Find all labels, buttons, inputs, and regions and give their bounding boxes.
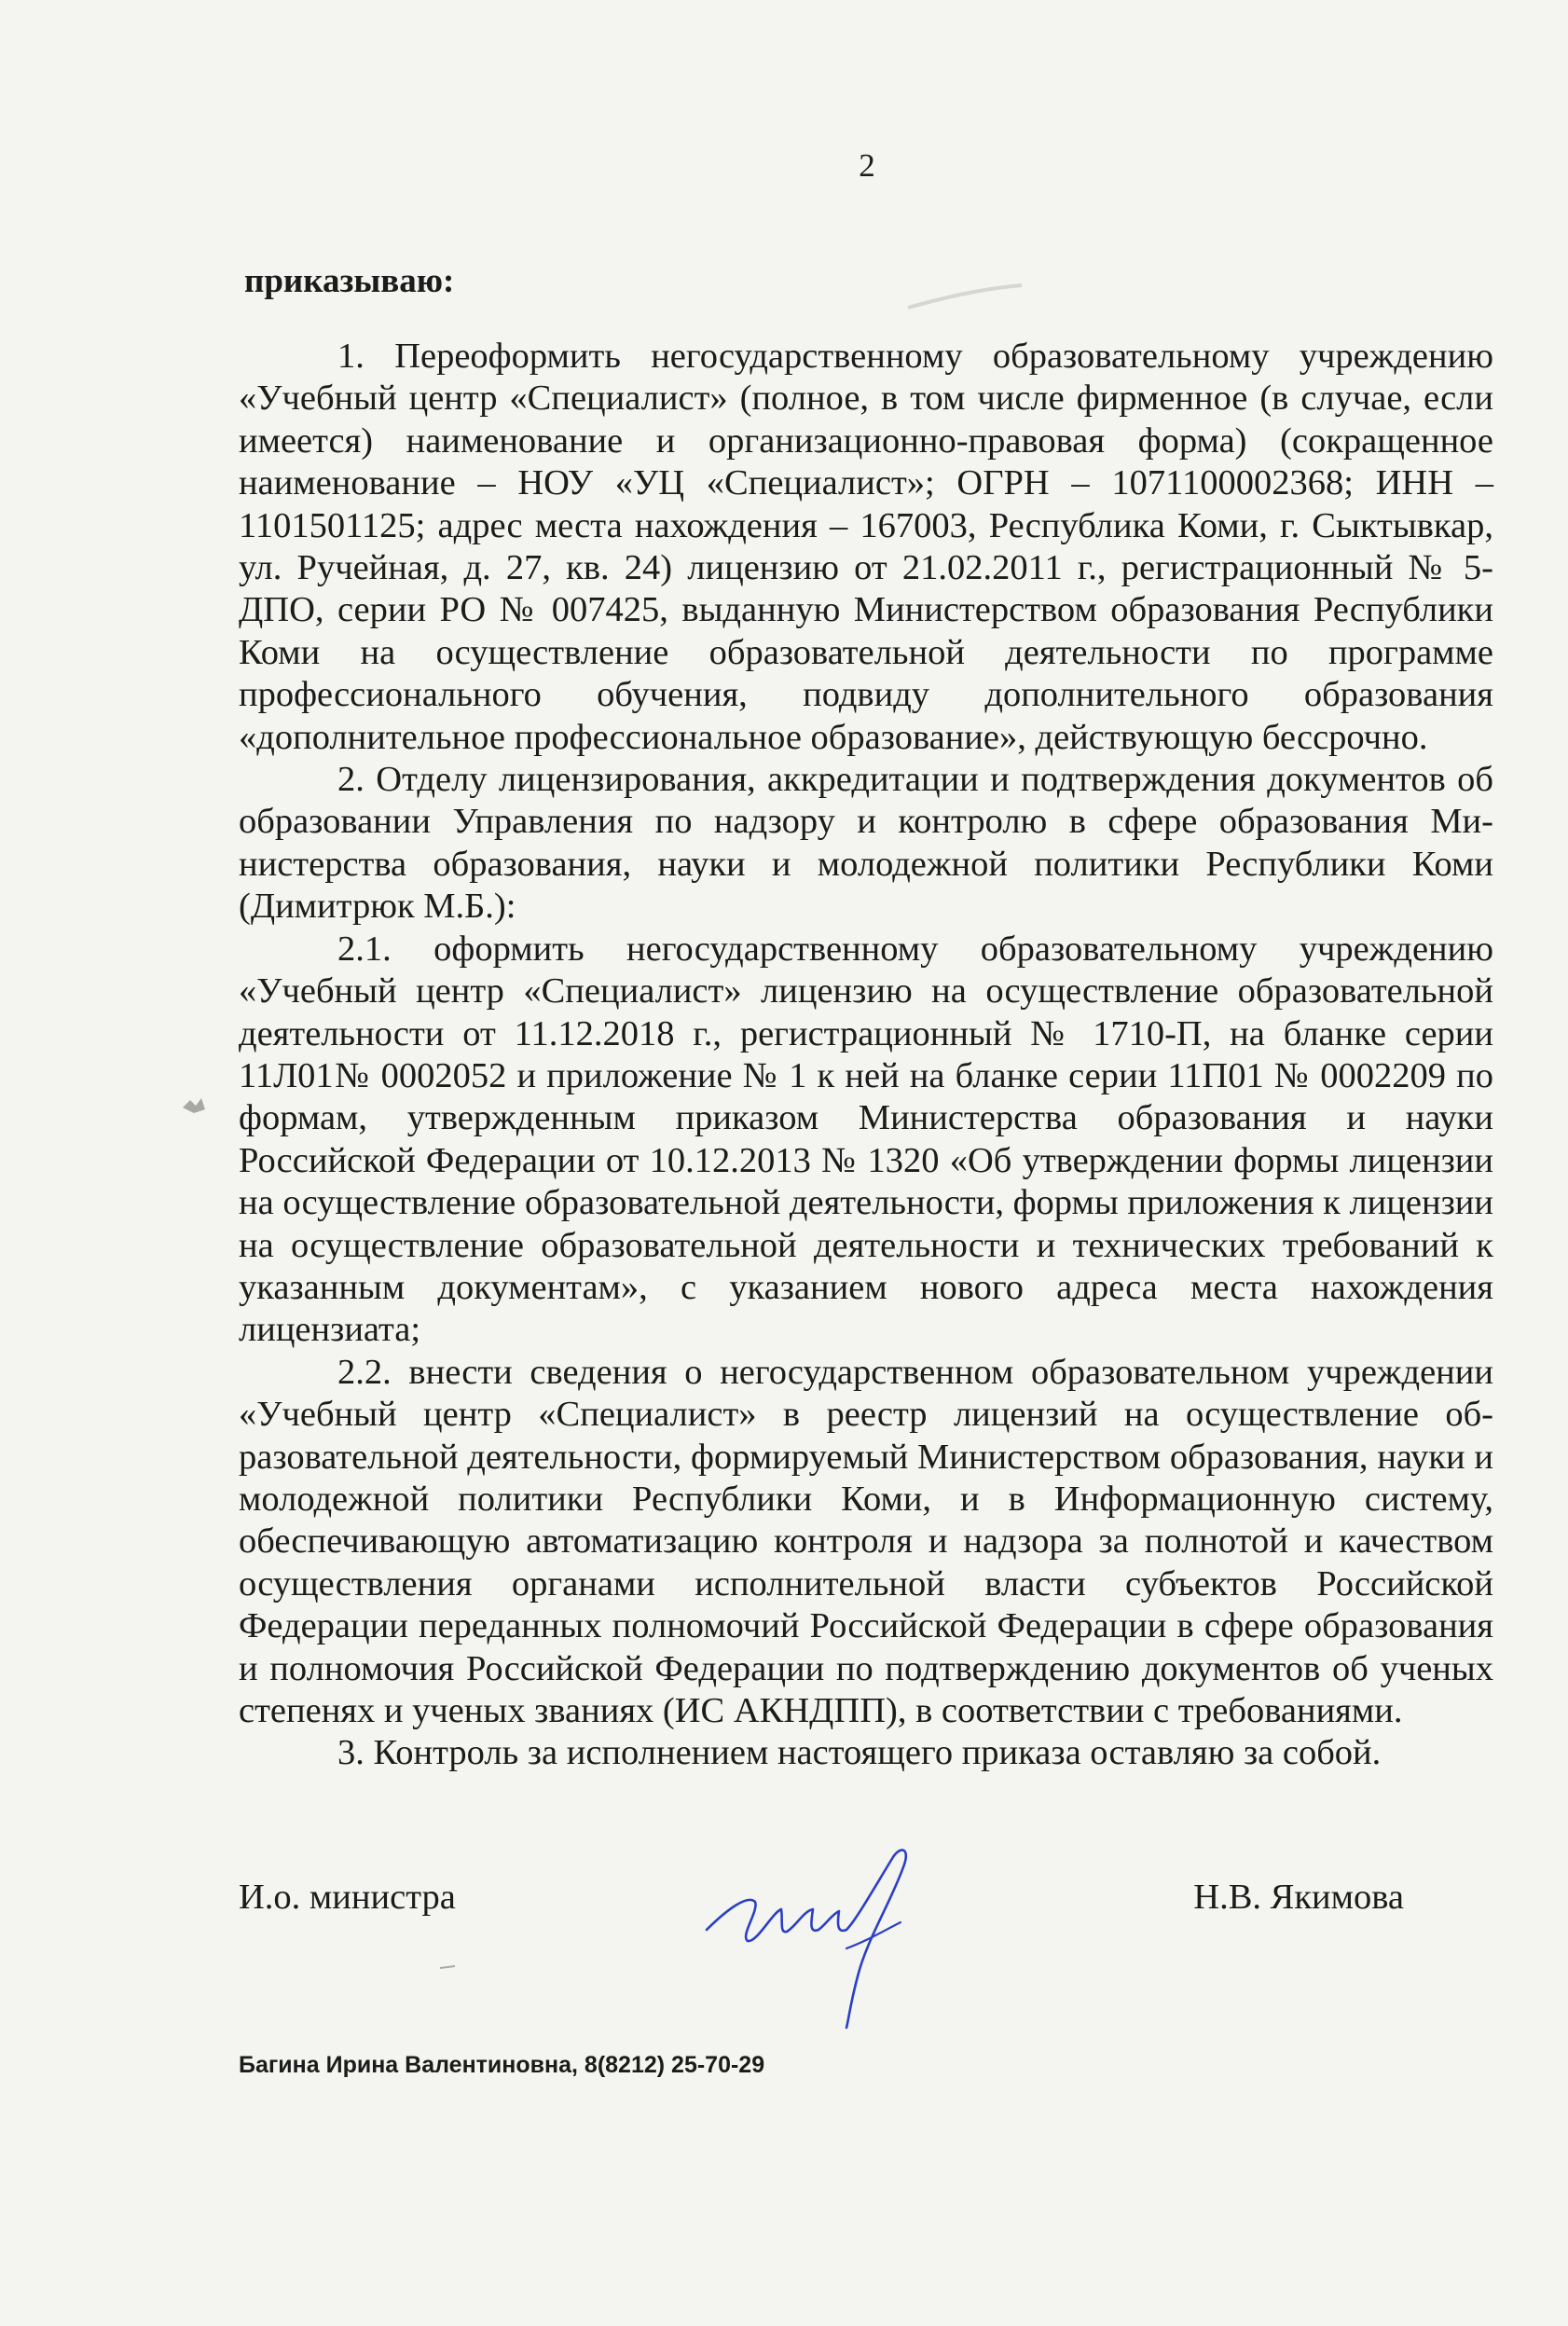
scan-smudge — [177, 1091, 214, 1119]
clause-2-2: 2.2. внести сведения о негосударственном образовательном учреждении «Учебный центр «Специалист» в реестр лицензий на осуществление образовательной деятельности, формируемый Министерством образования, науки и молодежной политики Республики Коми, и в Информационную систему, обеспечивающую автоматизацию контроля и надзора за полнотой и качеством осуществления органами исполнительной власти субъектов Российской Федерации переданных полномочий Российской Федерации в сфере образования и полномочия Российской Федерации по подтверждению документов об ученых степенях и ученых званиях (ИС АКНДПП), в соответствии с требованиями. — [239, 1352, 1493, 1730]
scan-smudge — [438, 1962, 457, 1972]
executor-contact: Багина Ирина Валентиновна, 8(8212) 25-70-29 — [239, 2052, 765, 2078]
clause-3: 3. Контроль за исполнением настоящего приказа оставляю за собой. — [337, 1733, 1382, 1773]
clause-2: 2. Отделу лицензирования, аккредитации и подтверждения документов об образовании Управления по надзору и контролю в сфере образования Министерства образования, науки и молодежной политики Республики Коми (Димитрюк М.Б.): — [239, 760, 1493, 927]
clause-1: 1. Переоформить негосударственному образовательному учреждению «Учебный центр «Специалист» (полное, в том числе фирменное (в случае, если имеется) наименование и организационно-правовая форма) (сокращенное наименование – НОУ «УЦ «Специалист»; ОГРН – 1071100002368; ИНН – 1101501125; адрес места нахождения – 167003, Республика Коми, г. Сыктывкар, ул. Ручейная, д. 27, кв. 24) лицензию от 21.02.2011 г., регистрационный № 5-ДПО, серии РО № 007425, выданную Министерством образования Республики Коми на осуществление образовательной деятельности по программе профессионального обучения, подвиду дополнительного образования «дополнительное профессиональное образование», действующую бессрочно. — [239, 337, 1493, 757]
order-word: приказываю: — [244, 262, 455, 300]
signatory-title: И.о. министра — [239, 1878, 456, 1917]
clause-2-1: 2.1. оформить негосударственному образовательному учреждению «Учебный центр «Специалист» лицензию на осуществление образовательной деятельности от 11.12.2018 г., регистрационный № 1710-П, на бланке серии 11Л01№ 0002052 и приложение № 1 к ней на бланке серии 11П01 № 0002209 по формам, утвержденным приказом Министерства образования и науки Российской Федерации от 10.12.2013 № 1320 «Об утверждении формы лицензии на осуществление образовательной деятельности, формы приложения к лицензии на осуществление образовательной деятельности и технических требований к указанным документам», с указанием нового адреса места нахождения лицензиата; — [239, 929, 1493, 1350]
scan-smudge — [904, 280, 1025, 317]
handwritten-signature — [690, 1837, 970, 2042]
signatory-name: Н.В. Якимова — [1193, 1878, 1404, 1917]
order-body — [239, 336, 1493, 1775]
page-number: 2 — [859, 147, 875, 184]
